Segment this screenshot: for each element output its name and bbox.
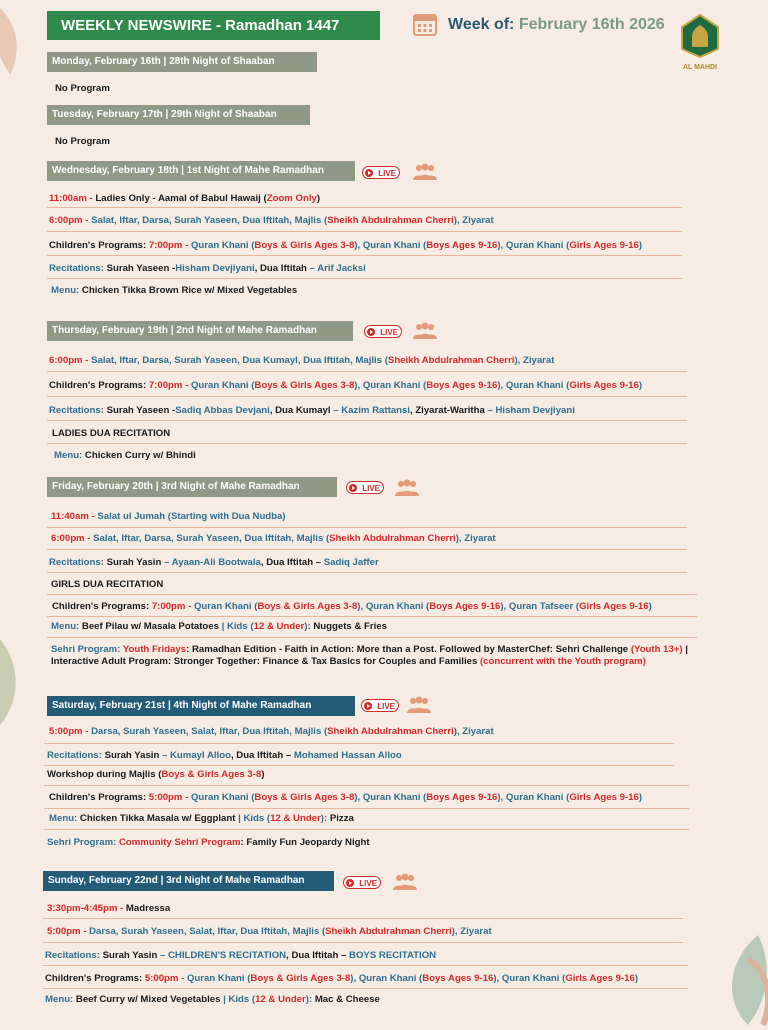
leaf-decoration-top-left xyxy=(0,0,30,80)
divider xyxy=(47,637,697,638)
calendar-icon xyxy=(412,11,438,37)
play-icon xyxy=(346,879,354,887)
divider xyxy=(47,396,687,397)
divider xyxy=(47,207,682,208)
day-header-thursday: Thursday, February 19th | 2nd Night of Mahe Ramadhan xyxy=(47,321,353,341)
play-icon xyxy=(349,484,357,492)
sun-line-menu: Menu: Beef Curry w/ Mixed Vegetables | Kids (12 & Under): Mac & Cheese xyxy=(45,994,380,1005)
people-icon xyxy=(392,873,418,891)
live-badge[interactable]: LIVE xyxy=(364,325,402,338)
divider xyxy=(44,785,689,786)
divider xyxy=(43,942,683,943)
divider xyxy=(47,549,687,550)
week-date: February 16th 2026 xyxy=(518,16,665,33)
divider xyxy=(43,965,688,966)
sat-line-sehri: Sehri Program: Community Sehri Program: Family Fun Jeopardy Night xyxy=(47,837,370,848)
live-badge[interactable]: LIVE xyxy=(361,699,399,712)
divider xyxy=(47,371,687,372)
sat-line-evening: 5:00pm - Darsa, Surah Yaseen, Salat, Iftar, Dua Iftitah, Majlis (Sheikh Abdulrahman Cherri), Ziyarat xyxy=(49,726,494,737)
live-badge[interactable]: LIVE xyxy=(346,481,384,494)
sat-line-menu: Menu: Chicken Tikka Masala w/ Eggplant | Kids (12 & Under): Pizza xyxy=(49,813,354,824)
sun-line-children: Children's Programs: 5:00pm - Quran Khani (Boys & Girls Ages 3-8), Quran Khani (Boys Ages 9-16), Quran Khani (Girls Ages 9-16) xyxy=(45,973,639,984)
people-icon xyxy=(394,479,420,497)
monday-no-program: No Program xyxy=(55,83,110,94)
people-icon xyxy=(406,696,432,714)
sun-line-recitations: Recitations: Surah Yasin – CHILDREN'S RECITATION, Dua Iftitah – BOYS RECITATION xyxy=(45,950,437,961)
wed-line-ladies: 11:00am - Ladies Only - Aamal of Babul Hawaij (Zoom Only) xyxy=(49,193,321,204)
leaf-decoration-left xyxy=(0,620,30,730)
logo-text: AL MAHDI xyxy=(682,64,718,71)
day-header-friday: Friday, February 20th | 3rd Night of Mahe Ramadhan xyxy=(47,477,337,497)
day-header-monday: Monday, February 16th | 28th Night of Shaaban xyxy=(47,52,317,72)
play-icon xyxy=(367,328,375,336)
divider xyxy=(47,255,682,256)
thu-line-children: Children's Programs: 7:00pm - Quran Khani (Boys & Girls Ages 3-8), Quran Khani (Boys Ages 9-16), Quran Khani (Girls Ages 9-16) xyxy=(49,380,643,391)
wed-line-children: Children's Programs: 7:00pm - Quran Khani (Boys & Girls Ages 3-8), Quran Khani (Boys Ages 9-16), Quran Khani (Girls Ages 9-16) xyxy=(49,240,643,251)
divider xyxy=(44,743,674,744)
fri-line-girls-dua: GIRLS DUA RECITATION xyxy=(51,579,164,590)
mosque-logo-icon xyxy=(678,13,722,59)
wed-line-recitations: Recitations: Surah Yaseen -Hisham Devjiyani, Dua Iftitah – Arif Jacksi xyxy=(49,263,366,274)
al-mahdi-logo xyxy=(678,13,722,71)
tuesday-no-program: No Program xyxy=(55,136,110,147)
sat-line-workshop: Workshop during Majlis (Boys & Girls Ages 3-8) xyxy=(47,769,265,780)
divider xyxy=(43,988,688,989)
leaf-decoration-bottom-right xyxy=(718,930,768,1030)
divider xyxy=(47,231,682,232)
fri-line-recitations: Recitations: Surah Yasin – Ayaan-Ali Bootwala, Dua Iftitah – Sadiq Jaffer xyxy=(49,557,379,568)
divider xyxy=(47,527,687,528)
fri-line-menu: Menu: Beef Pilau w/ Masala Potatoes | Kids (12 & Under): Nuggets & Fries xyxy=(51,621,387,632)
day-header-tuesday: Tuesday, February 17th | 29th Night of Shaaban xyxy=(47,105,310,125)
divider xyxy=(47,572,687,573)
divider xyxy=(47,443,687,444)
day-header-sunday: Sunday, February 22nd | 3rd Night of Mahe Ramadhan xyxy=(43,871,334,891)
live-badge[interactable]: LIVE xyxy=(362,166,400,179)
fri-line-children: Children's Programs: 7:00pm - Quran Khani (Boys & Girls Ages 3-8), Quran Khani (Boys Ages 9-16), Quran Tafseer (Girls Ages 9-16) xyxy=(52,601,652,612)
thu-line-ladies-dua: LADIES DUA RECITATION xyxy=(52,428,171,439)
thu-line-recitations: Recitations: Surah Yaseen -Sadiq Abbas Devjani, Dua Kumayl – Kazim Rattansi, Ziyarat-Waritha – Hisham Devjiyani xyxy=(49,405,575,416)
divider xyxy=(44,829,689,830)
sun-line-madressa: 3:30pm-4:45pm - Madressa xyxy=(47,903,171,914)
week-label: Week of: xyxy=(448,16,515,33)
divider xyxy=(47,616,697,617)
thu-line-menu: Menu: Chicken Curry w/ Bhindi xyxy=(54,450,196,461)
week-of xyxy=(448,16,665,34)
divider xyxy=(44,808,689,809)
play-icon xyxy=(364,702,372,710)
divider xyxy=(47,420,687,421)
day-header-saturday: Saturday, February 21st | 4th Night of Mahe Ramadhan xyxy=(47,696,355,716)
divider xyxy=(44,765,674,766)
newsletter-title: WEEKLY NEWSWIRE - Ramadhan 1447 xyxy=(47,11,380,40)
sat-line-recitations: Recitations: Surah Yasin – Kumayl Alloo, Dua Iftitah – Mohamed Hassan Alloo xyxy=(47,750,402,761)
divider xyxy=(47,594,697,595)
live-badge[interactable]: LIVE xyxy=(343,876,381,889)
divider xyxy=(47,278,682,279)
fri-line-jumah: 11:40am - Salat ul Jumah (Starting with Dua Nudba) xyxy=(51,511,286,522)
wed-line-menu: Menu: Chicken Tikka Brown Rice w/ Mixed Vegetables xyxy=(51,285,298,296)
sat-line-children: Children's Programs: 5:00pm - Quran Khani (Boys & Girls Ages 3-8), Quran Khani (Boys Ages 9-16), Quran Khani (Girls Ages 9-16) xyxy=(49,792,643,803)
wed-line-evening: 6:00pm - Salat, Iftar, Darsa, Surah Yaseen, Dua Iftitah, Majlis (Sheikh Abdulrahman Cherri), Ziyarat xyxy=(49,215,494,226)
fri-line-evening: 6:00pm - Salat, Iftar, Darsa, Surah Yaseen, Dua Iftitah, Majlis (Sheikh Abdulrahman Cherri), Ziyarat xyxy=(51,533,496,544)
day-header-wednesday: Wednesday, February 18th | 1st Night of Mahe Ramadhan xyxy=(47,161,355,181)
people-icon xyxy=(412,322,438,340)
people-icon xyxy=(412,163,438,181)
play-icon xyxy=(365,169,373,177)
fri-line-sehri: Sehri Program: Youth Fridays: Ramadhan Edition - Faith in Action: More than a Post. Followed by MasterChef: Sehri Challenge (Youth 13+) | Interactive Adult Program: Stronger Together: Finance & Tax Basics for Couples and Families (concurrent with the Youth program) xyxy=(51,644,688,667)
thu-line-evening: 6:00pm - Salat, Iftar, Darsa, Surah Yaseen, Dua Kumayl, Dua Iftitah, Majlis (Sheikh Abdulrahman Cherri), Ziyarat xyxy=(49,355,555,366)
sun-line-evening: 5:00pm - Darsa, Surah Yaseen, Salat, Iftar, Dua Iftitah, Majlis (Sheikh Abdulrahman Cherri), Ziyarat xyxy=(47,926,492,937)
divider xyxy=(43,918,683,919)
